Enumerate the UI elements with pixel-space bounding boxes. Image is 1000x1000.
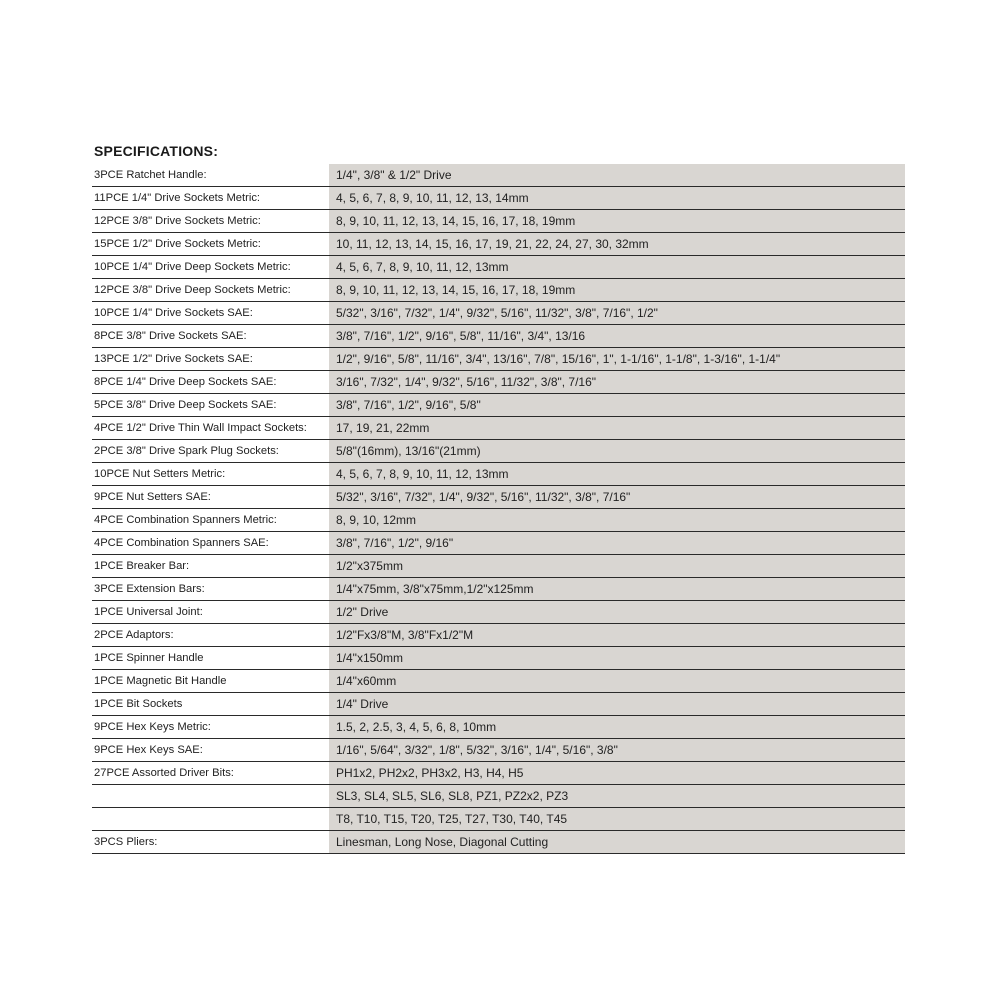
spec-row: [92, 624, 905, 647]
spec-value: 8, 9, 10, 12mm: [329, 509, 905, 531]
spec-row: [92, 762, 905, 785]
spec-label: 3PCE Extension Bars:: [94, 583, 205, 595]
spec-label: 4PCE Combination Spanners Metric:: [94, 514, 277, 526]
spec-row: [92, 417, 905, 440]
spec-label: 10PCE 1/4" Drive Sockets SAE:: [94, 307, 253, 319]
spec-value: Linesman, Long Nose, Diagonal Cutting: [329, 831, 905, 853]
spec-value: 8, 9, 10, 11, 12, 13, 14, 15, 16, 17, 18, 19mm: [329, 210, 905, 232]
spec-label: 4PCE Combination Spanners SAE:: [94, 537, 269, 549]
spec-row: [92, 325, 905, 348]
spec-label: 5PCE 3/8" Drive Deep Sockets SAE:: [94, 399, 277, 411]
spec-label: 12PCE 3/8" Drive Sockets Metric:: [94, 215, 261, 227]
spec-row: [92, 785, 905, 808]
spec-value: 5/32", 3/16", 7/32", 1/4", 9/32", 5/16", 11/32", 3/8", 7/16": [329, 486, 905, 508]
spec-row: [92, 233, 905, 256]
spec-label: 9PCE Hex Keys Metric:: [94, 721, 211, 733]
spec-value: 1/4"x60mm: [329, 670, 905, 692]
spec-value: 1/4" Drive: [329, 693, 905, 715]
spec-label: 3PCE Ratchet Handle:: [94, 169, 207, 181]
spec-value: 3/16", 7/32", 1/4", 9/32", 5/16", 11/32", 3/8", 7/16": [329, 371, 905, 393]
spec-label: 8PCE 1/4" Drive Deep Sockets SAE:: [94, 376, 277, 388]
spec-label: 1PCE Magnetic Bit Handle: [94, 675, 227, 687]
spec-label: 10PCE Nut Setters Metric:: [94, 468, 226, 480]
spec-row: [92, 394, 905, 417]
spec-row: [92, 601, 905, 624]
spec-value: 1/16", 5/64", 3/32", 1/8", 5/32", 3/16", 1/4", 5/16", 3/8": [329, 739, 905, 761]
spec-row: [92, 302, 905, 325]
spec-row: [92, 509, 905, 532]
spec-row: [92, 578, 905, 601]
spec-label: 8PCE 3/8" Drive Sockets SAE:: [94, 330, 247, 342]
spec-value: T8, T10, T15, T20, T25, T27, T30, T40, T45: [329, 808, 905, 830]
spec-value: 1/2", 9/16", 5/8", 11/16", 3/4", 13/16", 7/8", 15/16", 1", 1-1/16", 1-1/8", 1-3/16", 1-1/4": [329, 348, 905, 370]
spec-label: 2PCE Adaptors:: [94, 629, 174, 641]
spec-value: 3/8", 7/16", 1/2", 9/16", 5/8", 11/16", 3/4", 13/16: [329, 325, 905, 347]
spec-row: [92, 210, 905, 233]
spec-row: [92, 693, 905, 716]
spec-value: 4, 5, 6, 7, 8, 9, 10, 11, 12, 13, 14mm: [329, 187, 905, 209]
spec-row: [92, 187, 905, 210]
spec-row: [92, 831, 905, 854]
spec-row: [92, 371, 905, 394]
spec-row: [92, 647, 905, 670]
spec-value: 3/8", 7/16", 1/2", 9/16", 5/8": [329, 394, 905, 416]
spec-row: [92, 486, 905, 509]
spec-value: 8, 9, 10, 11, 12, 13, 14, 15, 16, 17, 18, 19mm: [329, 279, 905, 301]
spec-label: 3PCS Pliers:: [94, 836, 158, 848]
spec-value: PH1x2, PH2x2, PH3x2, H3, H4, H5: [329, 762, 905, 784]
spec-value: 1.5, 2, 2.5, 3, 4, 5, 6, 8, 10mm: [329, 716, 905, 738]
spec-label: 10PCE 1/4" Drive Deep Sockets Metric:: [94, 261, 291, 273]
spec-value: 4, 5, 6, 7, 8, 9, 10, 11, 12, 13mm: [329, 256, 905, 278]
spec-row: [92, 555, 905, 578]
spec-row: [92, 463, 905, 486]
spec-value: 3/8", 7/16", 1/2", 9/16": [329, 532, 905, 554]
spec-row: [92, 532, 905, 555]
spec-label: 1PCE Breaker Bar:: [94, 560, 190, 572]
spec-label: 2PCE 3/8" Drive Spark Plug Sockets:: [94, 445, 279, 457]
specifications-table: [92, 164, 905, 854]
spec-row: [92, 670, 905, 693]
spec-value: 1/2"x375mm: [329, 555, 905, 577]
spec-value: 17, 19, 21, 22mm: [329, 417, 905, 439]
spec-label: [92, 785, 329, 807]
spec-label: 9PCE Hex Keys SAE:: [94, 744, 203, 756]
spec-value: 5/32", 3/16", 7/32", 1/4", 9/32", 5/16", 11/32", 3/8", 7/16", 1/2": [329, 302, 905, 324]
spec-row: [92, 440, 905, 463]
spec-row: [92, 164, 905, 187]
spec-value: 1/2" Drive: [329, 601, 905, 623]
spec-value: 1/2"Fx3/8"M, 3/8"Fx1/2"M: [329, 624, 905, 646]
spec-row: [92, 808, 905, 831]
spec-label: 1PCE Bit Sockets: [94, 698, 183, 710]
spec-row: [92, 256, 905, 279]
spec-label: 4PCE 1/2" Drive Thin Wall Impact Sockets:: [94, 422, 307, 434]
specifications-heading: SPECIFICATIONS:: [94, 143, 219, 159]
spec-label: 15PCE 1/2" Drive Sockets Metric:: [94, 238, 261, 250]
spec-label: 1PCE Spinner Handle: [94, 652, 204, 664]
spec-value: SL3, SL4, SL5, SL6, SL8, PZ1, PZ2x2, PZ3: [329, 785, 905, 807]
spec-row: [92, 739, 905, 762]
spec-row: [92, 716, 905, 739]
spec-label: 27PCE Assorted Driver Bits:: [94, 767, 234, 779]
spec-label: 9PCE Nut Setters SAE:: [94, 491, 211, 503]
spec-value: 1/4", 3/8" & 1/2" Drive: [329, 164, 905, 186]
spec-row: [92, 348, 905, 371]
spec-value: 1/4"x75mm, 3/8"x75mm,1/2"x125mm: [329, 578, 905, 600]
spec-label: 11PCE 1/4" Drive Sockets Metric:: [94, 192, 261, 204]
spec-value: 5/8"(16mm), 13/16"(21mm): [329, 440, 905, 462]
spec-label: 1PCE Universal Joint:: [94, 606, 203, 618]
spec-row: [92, 279, 905, 302]
spec-label: 12PCE 3/8" Drive Deep Sockets Metric:: [94, 284, 291, 296]
spec-label: [92, 808, 329, 830]
spec-value: 10, 11, 12, 13, 14, 15, 16, 17, 19, 21, 22, 24, 27, 30, 32mm: [329, 233, 905, 255]
spec-label: 13PCE 1/2" Drive Sockets SAE:: [94, 353, 253, 365]
spec-value: 4, 5, 6, 7, 8, 9, 10, 11, 12, 13mm: [329, 463, 905, 485]
spec-value: 1/4"x150mm: [329, 647, 905, 669]
